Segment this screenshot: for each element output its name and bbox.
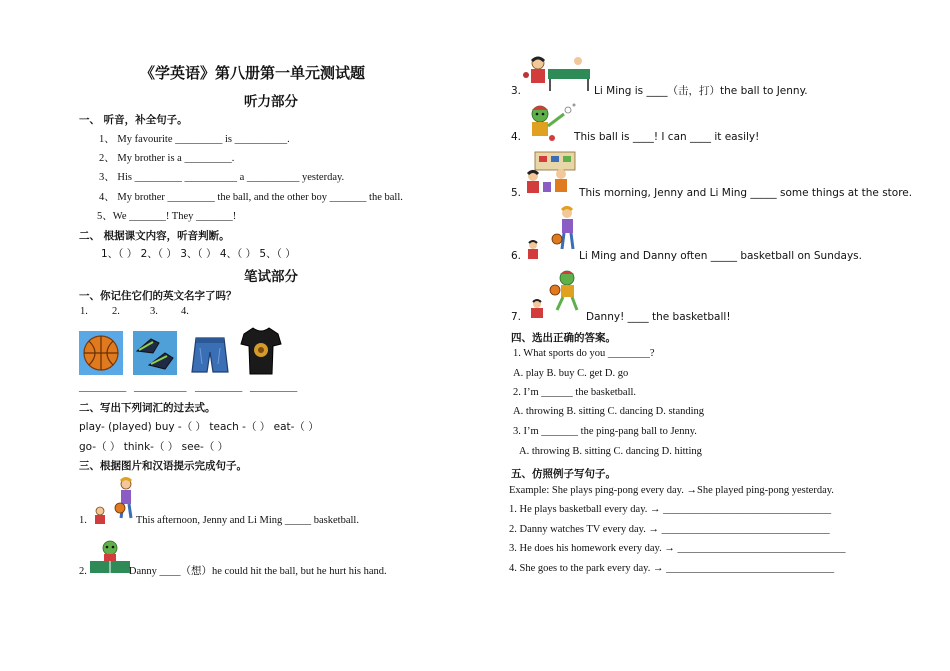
written-q2-heading: 二、写出下列词汇的过去式。 xyxy=(79,402,216,414)
written-q1-heading: 一、你记住它们的英文名字了吗？ xyxy=(79,290,237,302)
past-tense-line-1: play- (played) buy -（ ） teach -（ ） eat-（ ） xyxy=(79,421,319,433)
q3-item-1 xyxy=(79,515,359,526)
q5-line-1[interactable]: 1. He plays basketball every day. → ________________________________ xyxy=(509,504,832,515)
pic-blank-2[interactable]: __________ xyxy=(134,382,187,393)
q3-item-number: 7. xyxy=(511,311,522,323)
q3-item-sentence: This ball is ____! I can ____ it easily! xyxy=(574,131,760,143)
q3-item-number: 5. xyxy=(511,187,522,199)
t-shirt-icon xyxy=(240,324,282,376)
q3-item-sentence: This morning, Jenny and Li Ming _____ some things at the store. xyxy=(579,187,913,199)
listen-q1-line-3: 3、 His _________ __________ a __________ yesterday. xyxy=(99,172,345,183)
listening-heading: 听力部分 xyxy=(244,94,298,110)
written-heading: 笔试部分 xyxy=(244,269,298,285)
q3-item-7 xyxy=(511,311,731,323)
q3-item-number: 3. xyxy=(511,85,522,97)
pic-number-1: 1. xyxy=(80,306,88,317)
q4-line-1: 1. What sports do you ________? xyxy=(513,348,655,359)
q4-line-2: A. play B. buy C. get D. go xyxy=(513,368,629,379)
q3-item-3-text xyxy=(511,83,808,98)
written-q4-heading: 四、选出正确的答案。 xyxy=(511,332,616,344)
pic-number-2: 2. xyxy=(112,306,120,317)
q3-item-4 xyxy=(511,131,759,143)
written-q3-heading: 三、根据图片和汉语提示完成句子。 xyxy=(79,460,247,472)
q5-line-3[interactable]: 3. He does his homework every day. → ________________________________ xyxy=(509,543,846,554)
q3-item-number: 2. xyxy=(79,566,87,577)
listen-q1-line-2: 2、 My brother is a _________. xyxy=(99,153,235,164)
listen-q2-answers: 1、（ ） 2、（ ） 3、（ ） 4、（ ） 5、（ ） xyxy=(101,248,296,260)
q4-line-3: 2. I’m ______ the basketball. xyxy=(513,387,637,398)
past-tense-line-2: go-（ ） think-（ ） see-（ ） xyxy=(79,441,229,453)
pic-number-3: 3. xyxy=(150,306,158,317)
listen-q1-heading: 一、 听音，补全句子。 xyxy=(79,114,188,126)
listen-q2-heading: 二、 根据课文内容，听音判断。 xyxy=(79,230,230,242)
q3-item-sentence: Li Ming is ____（击，打）the ball to Jenny. xyxy=(594,85,808,97)
pic-blank-4[interactable]: _________ xyxy=(250,382,298,393)
q4-line-4: A. throwing B. sitting C. dancing D. standing xyxy=(513,406,705,417)
q3-item-sentence: This afternoon, Jenny and Li Ming _____ basketball. xyxy=(135,515,359,526)
page-title: 《学英语》第八册第一单元测试题 xyxy=(140,64,366,82)
q4-line-5: 3. I’m _______ the ping-pang ball to Jenny. xyxy=(513,426,697,437)
listen-q1-line-4: 4、 My brother _________ the ball, and the other boy _______ the ball. xyxy=(99,192,403,203)
listen-q1-line-1: 1、 My favourite _________ is __________. xyxy=(99,134,290,145)
basketball-icon xyxy=(79,331,123,375)
q5-example: Example: She plays ping-pong every day. →She played ping-pong yesterday. xyxy=(509,485,834,496)
q5-line-2[interactable]: 2. Danny watches TV every day. → ________________________________ xyxy=(509,524,830,535)
pic-number-4: 4. xyxy=(181,306,189,317)
q3-item-sentence: Li Ming and Danny often _____ basketball on Sundays. xyxy=(579,250,862,262)
q3-item-number: 1. xyxy=(79,515,87,526)
q3-item-6 xyxy=(511,250,862,262)
listen-q1-line-5: 5、We _______! They _______! xyxy=(97,211,237,222)
pic-blank-3[interactable]: _________ xyxy=(195,382,243,393)
q3-item-sentence: Danny! ____ the basketball! xyxy=(586,311,731,323)
pic-blank-1[interactable]: _________ xyxy=(79,382,127,393)
q5-line-4[interactable]: 4. She goes to the park every day. → ________________________________ xyxy=(509,563,835,574)
q3-item-number: 4. xyxy=(511,131,522,143)
q3-item-number: 6. xyxy=(511,250,522,262)
sneakers-icon xyxy=(133,331,177,375)
q3-item-sentence: Danny ____（想）he could hit the ball, but he hurt his hand. xyxy=(128,566,387,577)
q3-item-5 xyxy=(511,187,912,199)
q4-line-6: A. throwing B. sitting C. dancing D. hitting xyxy=(519,446,702,457)
shorts-icon xyxy=(190,334,230,376)
q3-item-2 xyxy=(79,563,387,578)
written-q5-heading: 五、仿照例子写句子。 xyxy=(511,468,616,480)
